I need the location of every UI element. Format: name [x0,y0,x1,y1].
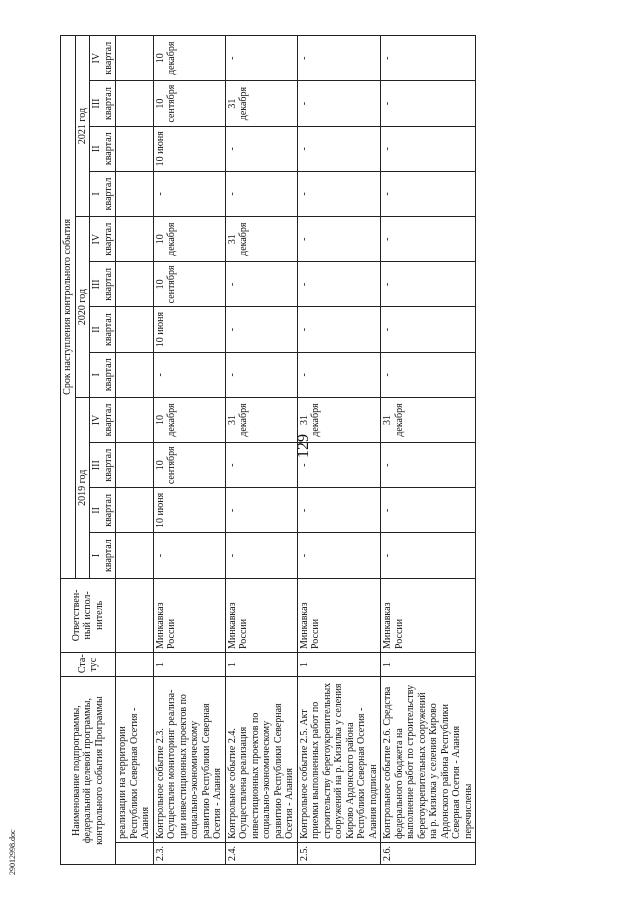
row-value: - [297,307,381,352]
header-quarter: IV квартал [90,397,116,442]
row-responsible: Минкавказ России [225,578,297,652]
header-quarter: II квартал [90,126,116,171]
row-value: - [381,36,476,81]
row-value: - [381,352,476,397]
row-value: - [225,443,297,488]
row-value: - [381,81,476,126]
header-quarter: I квартал [90,171,116,216]
table-row-continuation [116,36,154,865]
row-value: 10 декабря [153,217,225,262]
row-number: 2.5. [297,842,381,864]
row-value: 31 декабря [225,397,297,442]
header-quarter: III квартал [90,262,116,307]
row-value: - [225,307,297,352]
row-value: 31 декабря [297,397,381,442]
row-value: 10 сентября [153,262,225,307]
table-row [381,36,476,865]
row-value: - [381,488,476,533]
row-value: - [297,262,381,307]
row-responsible: Минкавказ России [153,578,225,652]
header-quarter: III квартал [90,81,116,126]
row-value: 31 декабря [381,397,476,442]
row-name: Контрольное событие 2.4. Осуществлена реализация инвестиционных проектов по социально-экономическому развитию Республики Северная Осетия - Алания [225,677,297,843]
header-status: Ста-тус [61,653,116,677]
header-quarter: II квартал [90,488,116,533]
row-name: Контрольное событие 2.5. Акт приемки выполненных работ по строительству берегоукрепительных сооружений на р. Кизилка у селения Кирово Ардонского района Республики Северная Осетия - Алания подписан [297,677,381,843]
row-value: - [225,262,297,307]
row-value: - [225,533,297,578]
header-quarter: IV квартал [90,217,116,262]
row-value: - [381,307,476,352]
header-name: Наименование подпрограммы, федеральной целевой программы, контрольного события Программы [61,677,116,865]
page-number: 129 [295,434,312,458]
header-quarter: III квартал [90,443,116,488]
row-value: - [297,36,381,81]
row-value: - [297,533,381,578]
row-name: Контрольное событие 2.3. Осуществлен мониторинг реализа-ции инвестиционных проектов по социально-экономическому развитию Республики Северная Осетия - Алания [153,677,225,843]
row-value: 10 июня [153,126,225,171]
row-name: Контрольное событие 2.6. Средства федерального бюджета на выполнение работ по строительству берегоукрепительных сооружений на р. Кизилка у селения Кирово Ардонского района Республики Северная Осетия - Алания перечислены [381,677,476,843]
table-row [297,36,381,865]
row-status: 1 [381,653,476,677]
row-status: 1 [153,653,225,677]
row-value: - [297,171,381,216]
row-value: - [381,262,476,307]
row-value: - [297,81,381,126]
row-value: - [225,36,297,81]
row-value: - [297,217,381,262]
table-row [153,36,225,865]
row-responsible: Минкавказ России [297,578,381,652]
row-status: 1 [297,653,381,677]
header-deadline: Срок наступления контрольного события [61,36,76,579]
row-value: - [153,171,225,216]
row-value: - [381,126,476,171]
row-value: - [153,533,225,578]
header-year: 2020 год [75,217,90,398]
row-status: 1 [225,653,297,677]
row-value: 10 сентября [153,443,225,488]
row-value: - [153,352,225,397]
row-value: - [225,488,297,533]
row-number: 2.3. [153,842,225,864]
row-value: 10 июня [153,488,225,533]
header-year: 2021 год [75,36,90,217]
row-value: 31 декабря [225,217,297,262]
row-value: 10 июня [153,307,225,352]
table-row [225,36,297,865]
row-value: - [297,126,381,171]
row-responsible: Минкавказ России [381,578,476,652]
row-value: - [225,171,297,216]
header-quarter: I квартал [90,533,116,578]
row-value: - [225,126,297,171]
row-value: - [381,171,476,216]
row-value: - [297,443,381,488]
header-responsible: Ответствен-ный испол-нитель [61,578,116,652]
header-year: 2019 год [75,397,90,578]
row-value: - [381,217,476,262]
row-value: - [297,488,381,533]
row-value: 10 декабря [153,397,225,442]
rotated-table-container [60,35,515,865]
row-value: - [297,352,381,397]
control-events-table [60,35,476,865]
header-quarter: IV квартал [90,36,116,81]
row-number: 2.6. [381,842,476,864]
continuation-text: реализации на территории Республики Северная Осетия - Алания [116,677,154,843]
header-quarter: II квартал [90,307,116,352]
row-value: 10 сентября [153,81,225,126]
row-value: 10 декабря [153,36,225,81]
row-value: 31 декабря [225,81,297,126]
document-code: 29012998.doc [8,829,17,875]
row-number: 2.4. [225,842,297,864]
header-quarter: I квартал [90,352,116,397]
row-value: - [381,533,476,578]
row-value: - [381,443,476,488]
row-value: - [225,352,297,397]
